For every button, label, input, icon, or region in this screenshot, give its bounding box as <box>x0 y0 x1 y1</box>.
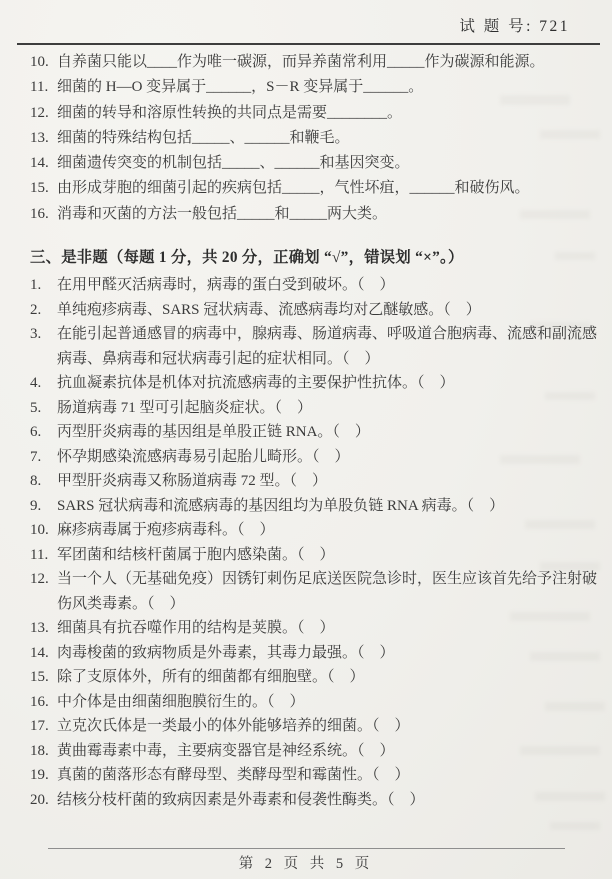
question-text: 细菌的特殊结构包括_____、______和鞭毛。 <box>57 129 350 146</box>
bleedthrough-artifact <box>540 130 600 139</box>
question-text: 肠道病毒 71 型可引起脑炎症状。（ ） <box>57 399 313 416</box>
question-number: 3. <box>30 326 42 342</box>
question-number: 18. <box>30 742 49 759</box>
footer-rule <box>48 848 565 849</box>
question-number: 16. <box>30 205 49 222</box>
header-rule <box>17 43 600 45</box>
question-text: 当一个人（无基础免疫）因锈钉刺伤足底送医院急诊时，医生应该首先给予注射破伤风类毒素。（ ） <box>57 571 598 612</box>
question-number: 4. <box>30 375 42 391</box>
question-row <box>30 126 592 151</box>
question-text: 由形成芽胞的细菌引起的疾病包括_____，气性坏疽，______和破伤风。 <box>57 180 530 197</box>
question-text: 细菌的转导和溶原性转换的共同点是需要________。 <box>57 104 403 121</box>
bleedthrough-artifact <box>540 562 600 571</box>
question-text: 怀孕期感染流感病毒易引起胎儿畸形。（ ） <box>57 448 350 465</box>
question-text: 丙型肝炎病毒的基因组是单股正链 RNA。（ ） <box>57 424 370 440</box>
question-number: 12. <box>30 571 49 587</box>
question-number: 16. <box>30 693 49 710</box>
question-row <box>30 469 603 494</box>
question-row <box>30 50 592 75</box>
question-text: 细菌具有抗吞噬作用的结构是荚膜。（ ） <box>57 620 335 636</box>
question-row <box>30 298 603 323</box>
question-text: 在用甲醛灭活病毒时，病毒的蛋白受到破坏。（ ） <box>57 277 395 293</box>
question-text: 单纯疱疹病毒、SARS 冠状病毒、流感病毒均对乙醚敏感。（ ） <box>57 301 481 318</box>
question-row <box>30 543 603 568</box>
question-row <box>30 273 603 298</box>
question-number: 13. <box>30 620 49 636</box>
question-text: 自养菌只能以____作为唯一碳源，而异养菌常利用_____作为碳源和能源。 <box>57 54 545 70</box>
bleedthrough-artifact <box>520 210 590 219</box>
question-number: 17. <box>30 718 49 734</box>
question-number: 12. <box>30 104 49 121</box>
bleedthrough-artifact <box>500 95 570 105</box>
bleedthrough-artifact <box>500 455 580 464</box>
question-text: SARS 冠状病毒和流感病毒的基因组均为单股负链 RNA 病毒。（ ） <box>57 497 505 514</box>
question-number: 11. <box>30 546 49 563</box>
question-row <box>30 641 603 666</box>
bleedthrough-artifact <box>520 746 600 755</box>
question-number: 14. <box>30 155 49 172</box>
question-number: 1. <box>30 277 42 293</box>
question-number: 5. <box>30 399 42 416</box>
question-text: 黄曲霉毒素中毒，主要病变器官是神经系统。（ ） <box>57 742 395 759</box>
bleedthrough-artifact <box>510 612 590 621</box>
question-row <box>30 151 592 176</box>
bleedthrough-artifact <box>545 392 595 400</box>
question-text: 真菌的菌落形态有酵母型、类酵母型和霉菌性。（ ） <box>57 767 410 783</box>
question-number: 13. <box>30 129 49 146</box>
question-number: 2. <box>30 301 42 318</box>
question-row <box>30 714 603 739</box>
question-number: 10. <box>30 522 49 538</box>
bleedthrough-artifact <box>555 252 595 260</box>
bleedthrough-artifact <box>535 792 605 801</box>
question-number: 14. <box>30 644 49 661</box>
question-text: 除了支原体外，所有的细菌都有细胞壁。（ ） <box>57 669 365 685</box>
page-number: 第 2 页 共 5 页 <box>238 856 374 872</box>
question-row <box>30 176 592 201</box>
question-row <box>30 690 603 715</box>
question-row <box>30 665 603 690</box>
question-text: 军团菌和结核杆菌属于胞内感染菌。（ ） <box>57 546 335 563</box>
exam-number-label: 试 题 号: 721 <box>459 18 570 35</box>
question-text: 麻疹病毒属于疱疹病毒科。（ ） <box>57 522 275 538</box>
question-text: 抗血凝素抗体是机体对抗流感病毒的主要保护性抗体。（ ） <box>57 375 455 391</box>
question-row <box>30 202 592 227</box>
question-number: 19. <box>30 767 49 783</box>
question-text: 甲型肝炎病毒又称肠道病毒 72 型。（ ） <box>57 473 328 489</box>
question-number: 15. <box>30 180 49 197</box>
question-text: 消毒和灭菌的方法一般包括_____和_____两大类。 <box>57 205 388 222</box>
question-row <box>30 494 603 519</box>
question-text: 肉毒梭菌的致病物质是外毒素，其毒力最强。（ ） <box>57 644 395 661</box>
question-row <box>30 396 603 421</box>
question-number: 6. <box>30 424 42 440</box>
bleedthrough-artifact <box>530 322 590 331</box>
question-text: 在能引起普通感冒的病毒中，腺病毒、肠道病毒、呼吸道合胞病毒、流感和副流感病毒、鼻病毒和冠状病毒引起的症状相同。（ ） <box>57 326 598 367</box>
question-number: 8. <box>30 473 42 489</box>
question-number: 7. <box>30 448 42 465</box>
question-row <box>30 567 603 616</box>
true-false-question-list <box>30 273 603 812</box>
bleedthrough-artifact <box>525 520 595 529</box>
question-number: 9. <box>30 497 42 514</box>
question-text: 细菌遗传突变的机制包括_____、______和基因突变。 <box>57 155 410 172</box>
true-false-section-heading: 三、是非题（每题 1 分，共 20 分，正确划 “√”，错误划 “×”。） <box>30 249 464 266</box>
question-row <box>30 763 603 788</box>
fill-in-question-list <box>30 50 592 227</box>
bleedthrough-artifact <box>550 822 600 830</box>
question-text: 细菌的 H—O 变异属于______，S－R 变异属于______。 <box>57 79 424 96</box>
question-text: 结核分枝杆菌的致病因素是外毒素和侵袭性酶类。（ ） <box>57 791 425 808</box>
question-text: 中介体是由细菌细胞膜衍生的。（ ） <box>57 693 305 710</box>
question-number: 20. <box>30 791 49 808</box>
question-row <box>30 518 603 543</box>
bleedthrough-artifact <box>545 702 605 711</box>
question-row <box>30 322 603 371</box>
question-number: 10. <box>30 54 49 70</box>
question-row <box>30 739 603 764</box>
bleedthrough-artifact <box>530 652 600 661</box>
question-number: 15. <box>30 669 49 685</box>
question-row <box>30 788 603 813</box>
question-text: 立克次氏体是一类最小的体外能够培养的细菌。（ ） <box>57 718 410 734</box>
question-row <box>30 371 603 396</box>
question-row <box>30 420 603 445</box>
question-number: 11. <box>30 79 49 96</box>
